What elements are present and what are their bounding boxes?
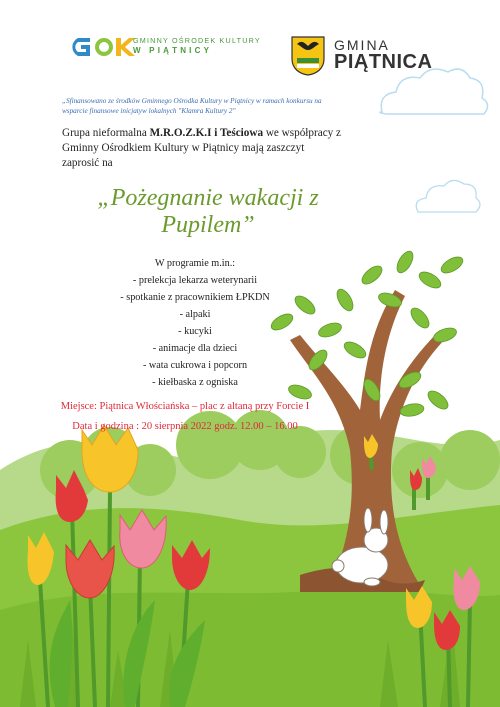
programme-item: - animacje dla dzieci: [152, 343, 238, 354]
programme-item: - wata cukrowa i popcorn: [142, 360, 248, 371]
programme-list: [60, 272, 330, 391]
cloud-small-right: [416, 180, 480, 212]
programme-heading: W programie m.in.:: [154, 258, 236, 269]
event-title-line1: „Pożegnanie wakacji z: [97, 185, 319, 211]
gok-logo-text: [133, 36, 261, 56]
programme-item: - kucyki: [178, 326, 212, 337]
gok-logo-line1: GMINNY OŚRODEK KULTURY: [133, 36, 261, 45]
programme-item: - spotkanie z pracownikiem ŁPKDN: [120, 292, 270, 303]
cloud-top-right: [380, 69, 488, 114]
programme: [60, 255, 330, 391]
intro-part1: Grupa nieformalna: [62, 127, 150, 139]
intro-paragraph: [62, 126, 342, 171]
programme-item: - alpaki: [179, 309, 211, 320]
gok-letter-g: [72, 38, 90, 56]
event-title: [48, 185, 368, 239]
event-place: Miejsce: Piątnica Włościańska – plac z altaną przy Forcie I: [60, 401, 310, 412]
gok-letter-o: [95, 38, 113, 56]
gmina-logo-text: [334, 38, 432, 72]
event-datetime: Data i godzina : 20 sierpnia 2022 godz. 12.00 – 16.00: [72, 421, 298, 432]
gmina-crest-icon: [291, 36, 325, 76]
programme-item: - kiełbaska z ogniska: [152, 377, 238, 388]
event-title-line2: Pupilem”: [161, 212, 255, 238]
intro-group-name: M.R.O.Z.K.I i Teściowa: [149, 127, 264, 139]
gok-logo-line2: W PIĄTNICY: [133, 46, 213, 55]
event-details: [30, 397, 340, 437]
intro-part2: we współpracy z Gminny Ośrodkiem Kultury w Piątnicy mają zaszczyt zaprosić na: [62, 127, 342, 169]
programme-item: - prelekcja lekarza weterynarii: [132, 275, 258, 286]
gmina-logo-line2: PIĄTNICA: [334, 51, 433, 73]
funding-note: „Sfinansowano ze środków Gminnego Ośrodka Kultury w Piątnicy w ramach konkursu na wsparcie finansowe inicjatyw lokalnych "Klamra Kultury 2": [62, 97, 322, 115]
gmina-logo-line1: GMINA: [334, 37, 390, 53]
